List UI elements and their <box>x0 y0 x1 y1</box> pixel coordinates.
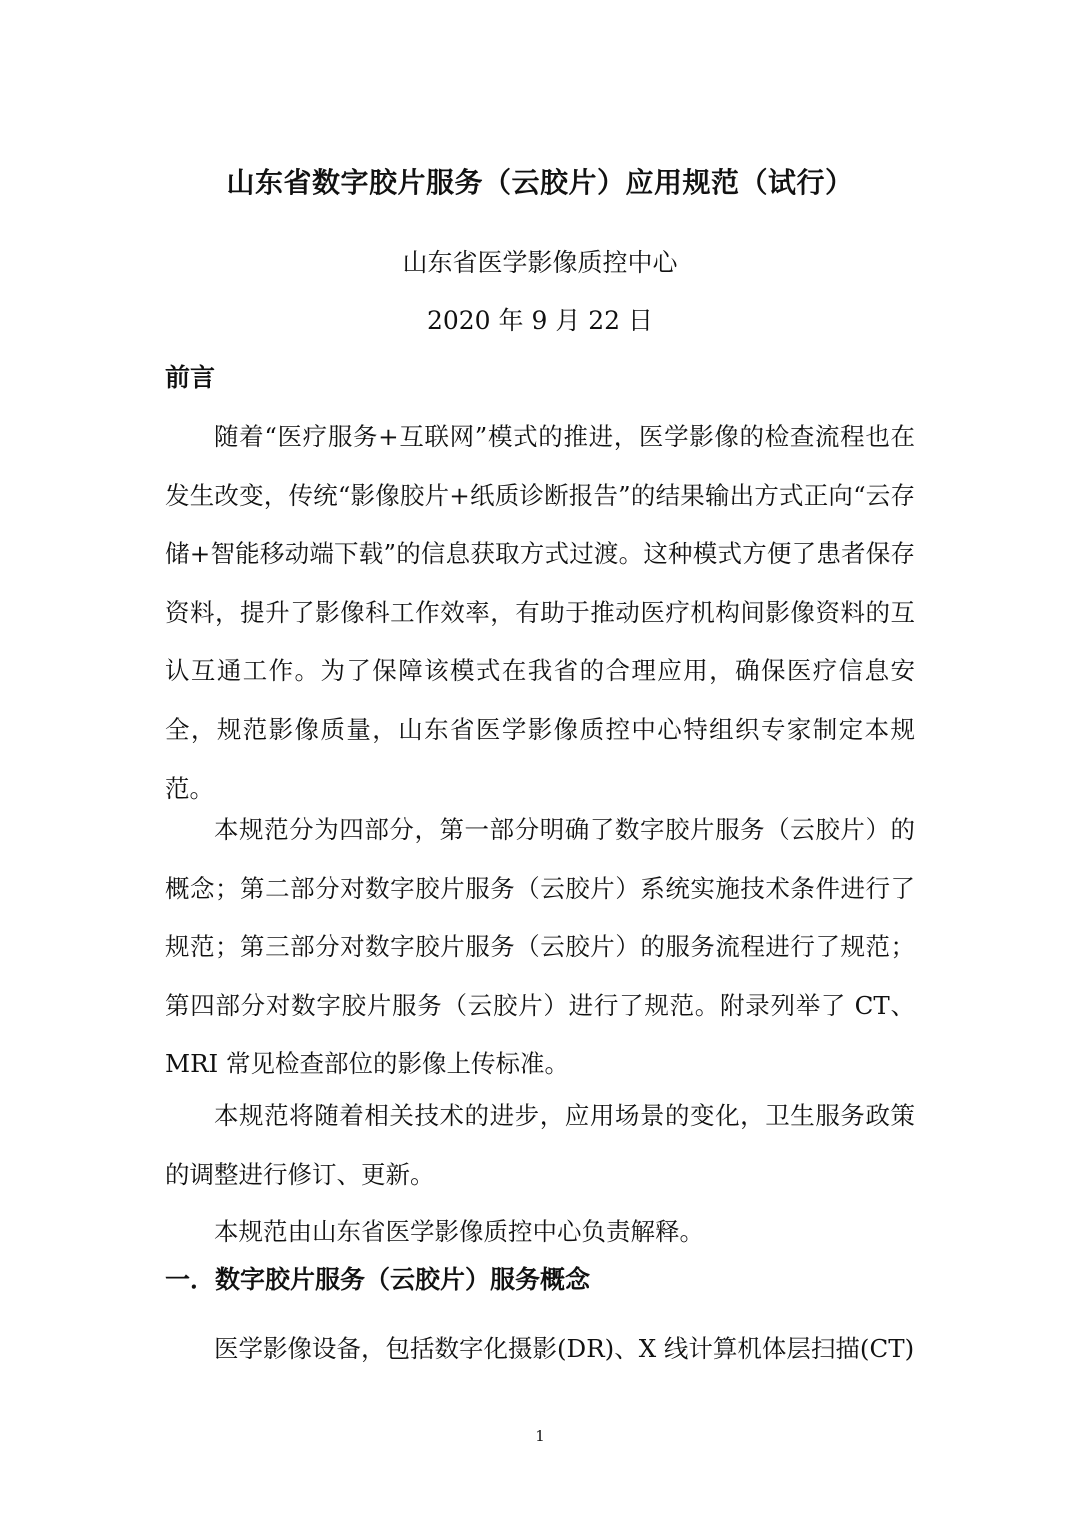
foreword-paragraph-2: 本规范分为四部分，第一部分明确了数字胶片服务（云胶片）的概念；第二部分对数字胶片服务（云胶片）系统实施技术条件进行了规范；第三部分对数字胶片服务（云胶片）的服务流程进行了规范；第四部分对数字胶片服务（云胶片）进行了规范。附录列举了 CT、MRI 常见检查部位的影像上传标准。 <box>165 815 915 1079</box>
foreword-heading: 前言 <box>165 363 216 392</box>
issuing-organization: 山东省医学影像质控中心 <box>402 248 678 277</box>
section-1-paragraph: 医学影像设备，包括数字化摄影(DR)、X 线计算机体层扫描(CT) <box>214 1334 915 1363</box>
foreword-paragraph-1: 随着“医疗服务+互联网”模式的推进，医学影像的检查流程也在发生改变，传统“影像胶片+纸质诊断报告”的结果输出方式正向“云存储+智能移动端下载”的信息获取方式过渡。这种模式方便了患者保存资料，提升了影像科工作效率，有助于推动医疗机构间影像资料的互认互通工作。为了保障该模式在我省的合理应用，确保医疗信息安全，规范影像质量，山东省医学影像质控中心特组织专家制定本规范。 <box>165 422 915 803</box>
page-number: 1 <box>535 1427 545 1445</box>
document-title: 山东省数字胶片服务（云胶片）应用规范（试行） <box>226 166 854 199</box>
foreword-paragraph-4: 本规范由山东省医学影像质控中心负责解释。 <box>214 1217 704 1246</box>
foreword-paragraph-3: 本规范将随着相关技术的进步，应用场景的变化，卫生服务政策的调整进行修订、更新。 <box>165 1101 915 1189</box>
section-1-heading: 一．数字胶片服务（云胶片）服务概念 <box>165 1265 591 1294</box>
issue-date: 2020 年 9 月 22 日 <box>426 306 654 335</box>
